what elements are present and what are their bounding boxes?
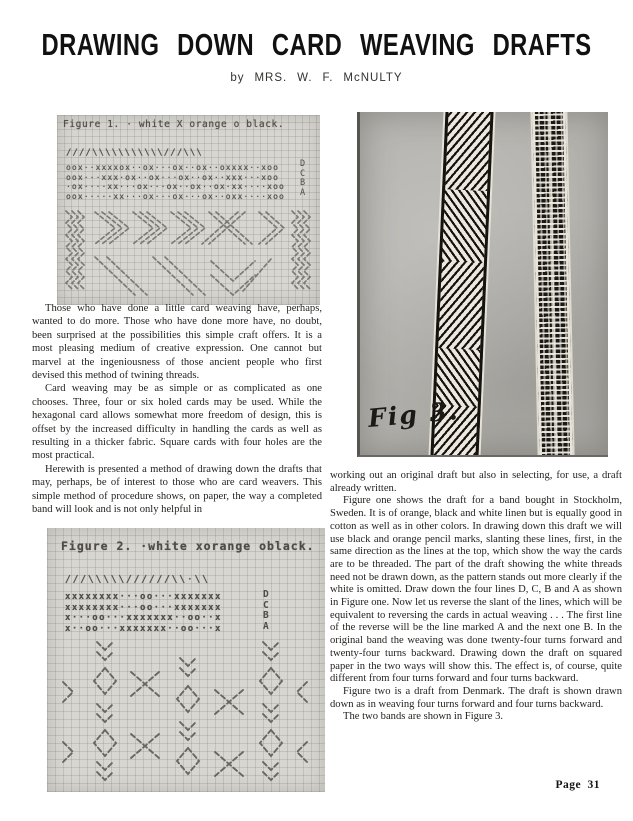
figure2-row-b: x···oo···xxxxxxx··oo··x (65, 613, 222, 623)
figure1-row-b: ·ox····xx···ox···ox··ox··ox·xx····xoo (66, 182, 285, 191)
figure1-label-a: A (300, 187, 306, 198)
body-paragraph: Card weaving may be as simple or as complicated as one chooses. Three, four or six holed cards may be used. While the hexagonal card allows somewhat more freedom of design, this is offset by the increased difficulty in handling the cards as well as resulting in a thicker fabric. Square cards with four holes are the most practical. (32, 383, 322, 462)
figure2-drawn-down-pattern (55, 638, 317, 786)
figure2-row-d: xxxxxxxx···oo···xxxxxxx (65, 592, 222, 602)
figure1-row-a: oox·····xx···ox···ox···ox··oxx····xoo (66, 191, 285, 201)
figure1-label-d: D (300, 159, 306, 169)
article-title: DRAWING DOWN CARD WEAVING DRAFTS (41, 28, 592, 62)
figure2-row-a: x··oo···xxxxxxx··oo···x (65, 623, 222, 634)
figure2-scan (47, 528, 325, 792)
figure1-scan (57, 115, 320, 305)
woven-band-dotted (532, 112, 573, 457)
figure1-drawn-down-pattern (61, 209, 315, 303)
figure2-row-labels (263, 590, 269, 632)
figure1-label-c: C (300, 168, 306, 179)
page-header (0, 30, 633, 61)
band-reverse-segment (442, 190, 487, 264)
fig3-handwritten-label: Fig 3. (366, 396, 461, 433)
figure1-row-d: oox··xxxxox··ox···ox··ox··oxxxx··xoo (66, 163, 279, 172)
page-number: Page 31 (555, 779, 600, 791)
figure2-caption: Figure 2. ·white xorange oblack. (61, 539, 315, 553)
body-paragraph: Figure one shows the draft for a band bought in Stockholm, Sweden. It is of orange, black and white linen but is equally good in cotton as well as in other colors. In drawing down this draft we will use black and orange pencil marks, slanting these lines, first, in the same direction as the lines at the top, which show the way the cards are to be threaded. The part of the draft showing the white threads need not be drawn down, as the pattern stands out more clearly if the white is omitted. Draw down the four lines D, C, B and A as shown in Figure one. Now let us reverse the slant of the lines, which will be equivalent to reversing the cards in actual weaving . . . The first line of the reverse will be the line marked A and the next one B. In the original band the weaving was done twenty-four turns forward and twenty-four turns backward. Drawing down the draft on squared paper in the two ways will show this. The effect is, of course, quite different from four turns forward and four turns backward. (330, 495, 622, 685)
figure2-label-d: D (263, 589, 269, 600)
figure2-row-c: xxxxxxxx···oo···xxxxxxx (65, 602, 222, 613)
body-paragraph: working out an original draft but also in selecting, for use, a draft already written. (330, 470, 622, 494)
figure2-label-c: C (263, 599, 269, 611)
body-paragraph: The two bands are shown in Figure 3. (343, 711, 504, 723)
figure1-row-c: oox···xxx·ox··ox···ox··ox··xxx···xoo (66, 172, 279, 182)
figure3-photo (357, 112, 608, 457)
body-paragraph: Figure two is a draft from Denmark. The draft is shown drawn down as in weaving four turns forward and four turns backward. (330, 685, 622, 710)
left-text-column (32, 302, 322, 517)
body-paragraph: Herewith is presented a method of drawing down the drafts that may, perhaps, be of interest to those who are card weavers. This simple method of procedure shows, on paper, the way a completed band will look and is not only helpful in (32, 463, 322, 516)
figure1-draft-rows (66, 163, 285, 201)
figure2-label-a: A (263, 620, 269, 632)
figure2-label-b: B (263, 610, 269, 621)
figure1-row-labels (300, 160, 305, 198)
figure1-label-b: B (300, 178, 306, 188)
band-center-stripe (547, 112, 558, 457)
figure1-caption: Figure 1. · white X orange o black. (63, 119, 285, 130)
figure2-draft-rows (65, 592, 222, 634)
article-byline: by MRS. W. F. McNULTY (230, 72, 403, 84)
right-text-column (330, 470, 622, 724)
figure1-threading-slant-row: ////\\\\\\\\\\\///\\\ (66, 148, 203, 158)
figure2-threading-slant-row: ///\\\\\//////\\·\\ (65, 574, 210, 585)
body-paragraph: Those who have done a little card weaving have, perhaps, wanted to do more. Those who have done more have, no doubt, been surprised at the possibilities this simple craft offers. It is a most pleasing medium of creative expression. One cannot but marvel at the ingeniousness of those ancient people who first devised this method of twining threads. (32, 303, 322, 382)
